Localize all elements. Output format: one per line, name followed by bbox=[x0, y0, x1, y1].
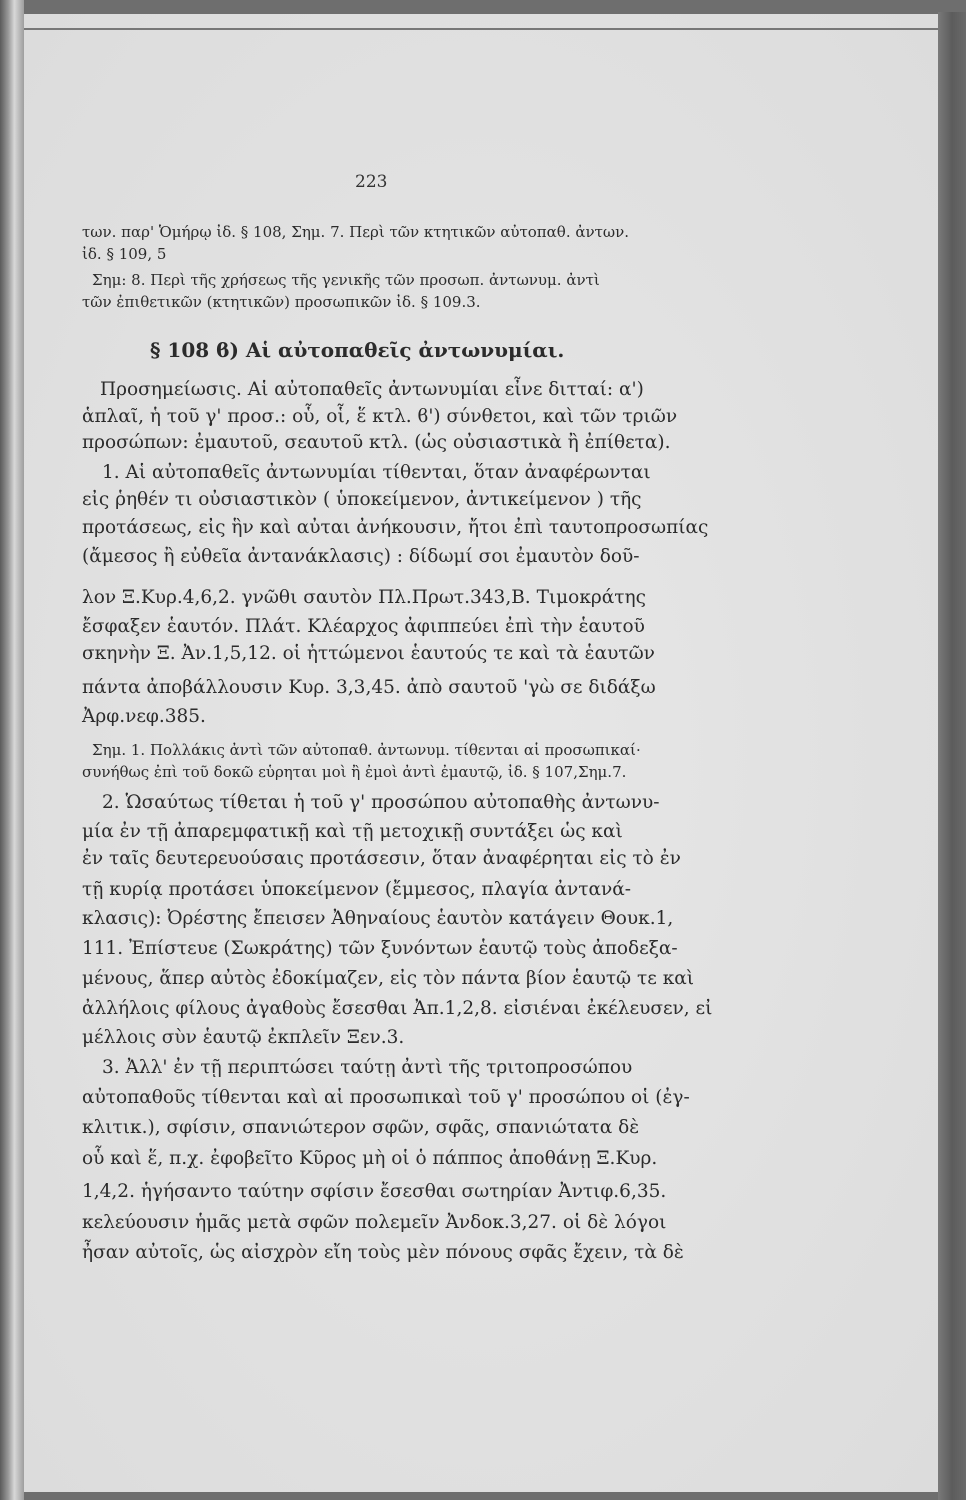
text-line: ἔσφαξεν ἑαυτόν. Πλάτ. Κλέαρχος ἀφιππεύει ἐπὶ τὴν ἑαυτοῦ bbox=[82, 616, 645, 637]
text-line: Προσημείωσις. Αἱ αὐτοπαθεῖς ἀντωνυμίαι εἶνε διτταί: α') bbox=[100, 379, 644, 400]
page-edge-shadow bbox=[938, 12, 966, 1500]
text-line: προτάσεως, εἰς ἣν καὶ αὐται ἀνήκουσιν, ἤτοι ἐπὶ ταυτοπροσωπίας bbox=[82, 517, 709, 538]
scan-left-margin bbox=[0, 0, 24, 1500]
text-line: λον Ξ.Κυρ.4,6,2. γνῶθι σαυτὸν Πλ.Πρωτ.343,Β. Τιμοκράτης bbox=[82, 587, 646, 608]
text-line: τῇ κυρίᾳ προτάσει ὑποκείμενον (ἔμμεσος, πλαγία ἀντανά- bbox=[82, 879, 632, 900]
text-line: 1. Αἱ αὐτοπαθεῖς ἀντωνυμίαι τίθενται, ὅταν ἀναφέρωνται bbox=[102, 462, 651, 483]
text-line: ἐν ταῖς δευτερευούσαις προτάσεσιν, ὅταν ἀναφέρηται εἰς τὸ ἐν bbox=[82, 848, 681, 869]
text-line: προσώπων: ἐμαυτοῦ, σεαυτοῦ κτλ. (ὡς οὐσιαστικὰ ἢ ἐπίθετα). bbox=[82, 432, 671, 453]
text-line: οὗ καὶ ἕ, π.χ. ἐφοβεῖτο Κῦρος μὴ οἱ ὁ πάππος ἀποθάνῃ Ξ.Κυρ. bbox=[82, 1148, 658, 1169]
top-page-edge bbox=[24, 28, 938, 30]
text-line: των. παρ' Ὁμήρῳ ἰδ. § 108, Σημ. 7. Περὶ τῶν κτητικῶν αὐτοπαθ. ἀντων. bbox=[82, 223, 630, 241]
text-line: Ἀρφ.νεφ.385. bbox=[82, 706, 206, 727]
text-line: μέλλοις σὺν ἑαυτῷ ἐκπλεῖν Ξεν.3. bbox=[82, 1027, 405, 1048]
text-line: σκηνὴν Ξ. Ἀν.1,5,12. οἱ ἡττώμενοι ἑαυτούς τε καὶ τὰ ἑαυτῶν bbox=[82, 643, 655, 664]
text-line: Σημ: 8. Περὶ τῆς χρήσεως τῆς γενικῆς τῶν προσωπ. ἀντωνυμ. ἀντὶ bbox=[92, 271, 600, 289]
text-line: ἰδ. § 109, 5 bbox=[82, 245, 167, 263]
text-line: ἀλλήλοις φίλους ἀγαθοὺς ἔσεσθαι Ἀπ.1,2,8. εἰσιέναι ἐκέλευσεν, εἰ bbox=[82, 998, 713, 1019]
text-line: 2. Ὡσαύτως τίθεται ἡ τοῦ γ' προσώπου αὐτοπαθὴς ἀντωνυ- bbox=[102, 792, 660, 813]
text-line: 111. Ἐπίστευε (Σωκράτης) τῶν ξυνόντων ἑαυτῷ τοὺς ἀποδεξα- bbox=[82, 938, 678, 959]
text-line: πάντα ἀποβάλλουσιν Κυρ. 3,3,45. ἀπὸ σαυτοῦ 'γὼ σε διδάξω bbox=[82, 677, 656, 698]
text-line: μένους, ἅπερ αὐτὸς ἐδοκίμαζεν, εἰς τὸν πάντα βίον ἑαυτῷ τε καὶ bbox=[82, 968, 695, 989]
text-line: 3. Ἀλλ' ἐν τῇ περιπτώσει ταύτῃ ἀντὶ τῆς τριτοπροσώπου bbox=[102, 1057, 633, 1078]
text-line: 1,4,2. ἡγήσαντο ταύτην σφίσιν ἔσεσθαι σωτηρίαν Ἀντιφ.6,35. bbox=[82, 1181, 667, 1202]
text-line: κλασις): Ὀρέστης ἔπεισεν Ἀθηναίους ἑαυτὸν κατάγειν Θουκ.1, bbox=[82, 908, 674, 929]
page-number: 223 bbox=[355, 172, 388, 192]
note-line: συνήθως ἐπὶ τοῦ δοκῶ εὑρηται μοὶ ἢ ἐμοὶ ἀντὶ ἐμαυτῷ, ἰδ. § 107,Σημ.7. bbox=[82, 763, 627, 781]
text-line: κλιτικ.), σφίσιν, σπανιώτερον σφῶν, σφᾶς, σπανιώτατα δὲ bbox=[82, 1117, 640, 1138]
text-line: τῶν ἐπιθετικῶν (κτητικῶν) προσωπικῶν ἰδ. § 109.3. bbox=[82, 293, 481, 311]
text-line: αὐτοπαθοῦς τίθενται καὶ αἱ προσωπικαὶ τοῦ γ' προσώπου οἱ (ἐγ- bbox=[82, 1087, 690, 1108]
text-line: εἰς ῥηθέν τι οὐσιαστικὸν ( ὑποκείμενον, ἀντικείμενον ) τῆς bbox=[82, 489, 642, 510]
section-heading: § 108 ϐ) Αἱ αὐτοπαθεῖς ἀντωνυμίαι. bbox=[150, 338, 565, 362]
text-line: ἁπλαῖ, ἡ τοῦ γ' προσ.: οὗ, οἷ, ἕ κτλ. ϐ') σύνθετοι, καὶ τῶν τριῶν bbox=[82, 406, 678, 427]
text-line: (ἄμεσος ἢ εὐθεῖα ἀντανάκλασις) : δίδωμί σοι ἐμαυτὸν δοῦ- bbox=[82, 546, 640, 567]
note-line: Σημ. 1. Πολλάκις ἀντὶ τῶν αὐτοπαθ. ἀντωνυμ. τίθενται αἱ προσωπικαί· bbox=[92, 741, 641, 759]
text-line: κελεύουσιν ἡμᾶς μετὰ σφῶν πολεμεῖν Ἀνδοκ.3,27. οἱ δὲ λόγοι bbox=[82, 1212, 667, 1233]
text-line: μία ἐν τῇ ἀπαρεμφατικῇ καὶ τῇ μετοχικῇ συντάξει ὡς καὶ bbox=[82, 821, 623, 842]
text-line: ἦσαν αὐτοῖς, ὡς αἰσχρὸν εἴη τοὺς μὲν πόνους σφᾶς ἔχειν, τὰ δὲ bbox=[82, 1242, 684, 1263]
